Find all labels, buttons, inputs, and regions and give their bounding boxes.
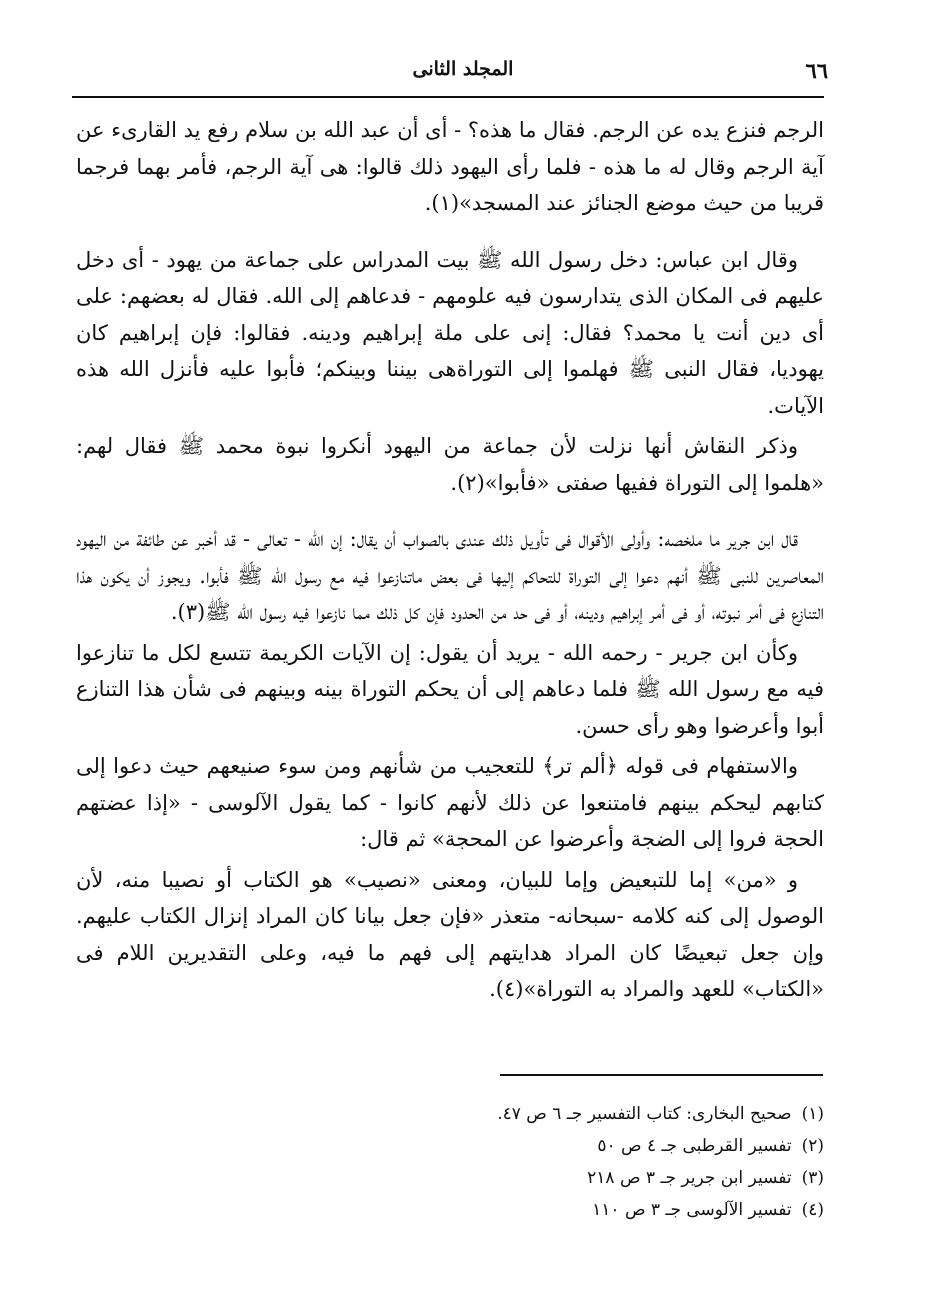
paragraph-2: وقال ابن عباس: دخل رسول الله ﷺ بيت المدراس على جماعة من يهود - أى دخل عليهم فى المكان الذى يتدارسون فيه علومهم - فدعاهم إلى الله. فقال له بعضهم: على أى دين أنت يا محمد؟ فقال: إنى على ملة إبراهيم ودينه. فقالوا: فإن إبراهيم كان يهوديا، فقال النبى ﷺ فهلموا إلى التوراةهى بيننا وبينكم؛ فأبوا عليه فأنزل الله هذه الآيات. bbox=[76, 247, 824, 418]
footnote-number: (٣) bbox=[801, 1168, 824, 1188]
footnote-text: تفسير القرطبى جـ ٤ ص ٥٠ bbox=[597, 1136, 792, 1156]
header-rule bbox=[72, 96, 824, 98]
footnote-1 bbox=[324, 1098, 824, 1130]
footnote-number: (٤) bbox=[801, 1200, 824, 1220]
paragraph-4: قال ابن جرير ما ملخصه: وأولى الأقوال فى تأويل ذلك عندى بالصواب أن يقال: إن الله - تعالى - قد أخبر عن طائفة من اليهود المعاصرين للنبى ﷺ أنهم دعوا إلى التوراة للتحاكم إليها فى بعض ماتنازعوا فيه مع رسول الله ﷺ فأبوا. ويجوز أن يكون هذا التنازع فى أمر نبوته، أو فى أمر إبراهيم ودينه، أو فى حد من الحدود فإن كل ذلك مما نازعوا فيه رسول الله ﷺ(٣). bbox=[76, 527, 824, 624]
footnote-rule bbox=[500, 1074, 823, 1076]
footnotes bbox=[324, 1098, 824, 1226]
footnote-text: تفسير الآلوسى جـ ٣ ص ١١٠ bbox=[592, 1200, 792, 1220]
paragraph-3: وذكر النقاش أنها نزلت لأن جماعة من اليهود أنكروا نبوة محمد ﷺ فقال لهم: «هلموا إلى التوراة ففيها صفتى «فأبوا»(٢). bbox=[76, 434, 824, 495]
footnote-text: تفسير ابن جرير جـ ٣ ص ٢١٨ bbox=[587, 1168, 792, 1188]
footnote-text: صحيح البخارى: كتاب التفسير جـ ٦ ص ٤٧. bbox=[497, 1104, 792, 1124]
body-text bbox=[76, 112, 824, 1008]
paragraph-5: وكأن ابن جرير - رحمه الله - يريد أن يقول: إن الآيات الكريمة تتسع لكل ما تنازعوا فيه مع رسول الله ﷺ فلما دعاهم إلى أن يحكم التوراة بينه وبينهم فى شأن هذا التنازع أبوا وأعرضوا وهو رأى حسن. bbox=[76, 640, 824, 738]
paragraph-1: الرجم فنزع يده عن الرجم. فقال ما هذه؟ - أى أن عبد الله بن سلام رفع يد القارىء عن آية الرجم وقال له ما هذه - فلما رأى اليهود ذلك قالوا: هى آية الرجم، فأمر بهما فرجما قريبا من حيث موضع الجنائز عند المسجد»(١). bbox=[76, 118, 824, 215]
volume-title: المجلد الثانى bbox=[412, 58, 514, 80]
footnote-number: (٢) bbox=[801, 1136, 824, 1156]
footnote-number: (١) bbox=[801, 1104, 824, 1124]
footnote-3 bbox=[324, 1162, 824, 1194]
paragraph-7: و «من» إما للتبعيض وإما للبيان، ومعنى «نصيب» هو الكتاب أو نصيبا منه، لأن الوصول إلى كنه كلامه -سبحانه- متعذر «فإن جعل بيانا كان المراد إنزال الكتاب عليهم. وإن جعل تبعيضًا كان المراد هدايتهم إلى فهم ما فيه، وعلى التقديرين اللام فى «الكتاب» للعهد والمراد به التوراة»(٤). bbox=[76, 867, 824, 1001]
paragraph-6: والاستفهام فى قوله ﴿ألم تر﴾ للتعجيب من شأنهم ومن سوء صنيعهم حيث دعوا إلى كتابهم ليحكم بينهم فامتنعوا عن ذلك لأنهم كانوا - كما يقول الآلوسى - «إذا عضتهم الحجة فروا إلى الضجة وأعرضوا عن المحجة» ثم قال: bbox=[76, 754, 824, 851]
page-number: ٦٦ bbox=[805, 58, 828, 83]
footnote-4 bbox=[324, 1194, 824, 1226]
footnote-2 bbox=[324, 1130, 824, 1162]
